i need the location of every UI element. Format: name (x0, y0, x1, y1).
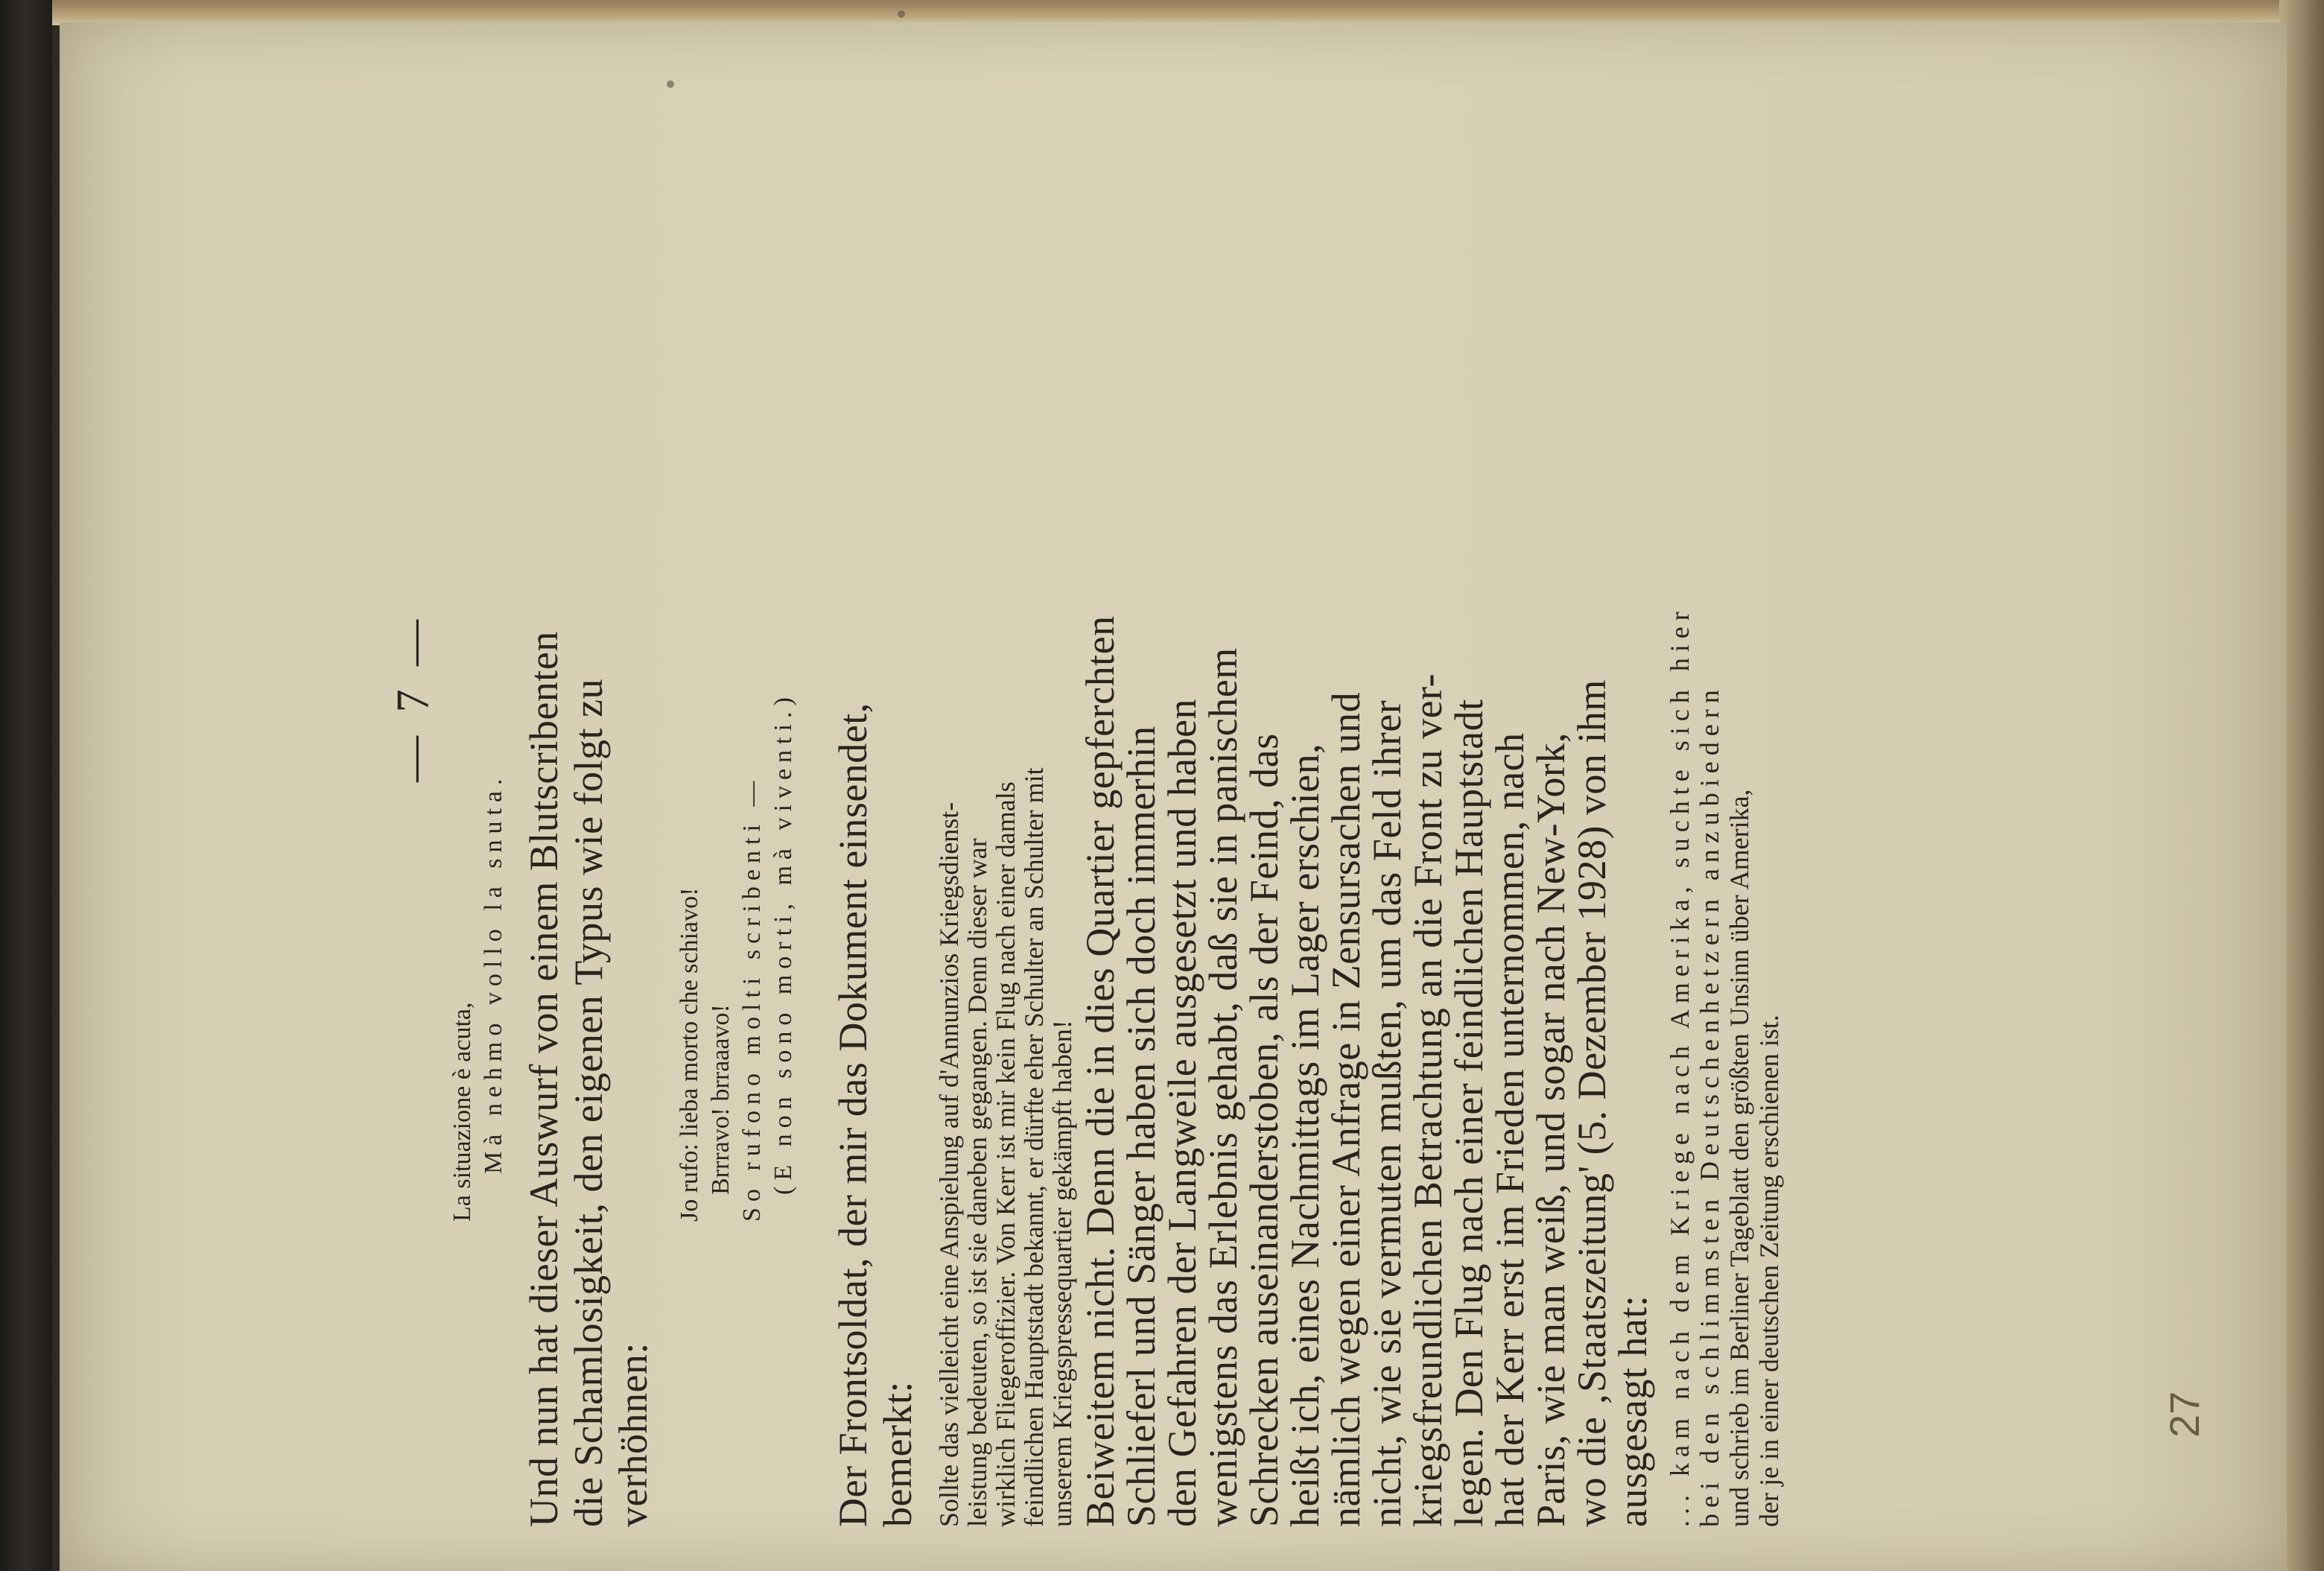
page-number: — 7 — (388, 614, 439, 782)
text-line: legen. Den Flug nach einer feindlichen Hauptstadt (1447, 699, 1491, 1527)
text-line: die Schamlosigkeit, den eigenen Typus wie folgt zu (566, 679, 611, 1527)
text-line: kriegsfreundlichen Betrachtung an die Front zu ver- (1406, 673, 1450, 1527)
text-line: bei den schlimmsten Deutschenhetzern anzubiedern (1695, 684, 1724, 1527)
text-line: bemerkt: (875, 1381, 920, 1527)
text-line: wirklich Fliegeroffizier. Von Kerr ist mir kein Flug nach einer damals (991, 781, 1020, 1527)
text-line: Und nun hat dieser Auswurf von einem Blutscribenten (521, 631, 566, 1527)
verse-top (447, 772, 509, 1222)
page-text (388, 52, 2190, 1527)
paragraph-3 (935, 767, 1076, 1527)
text-line: feindlichen Hauptstadt bekannt, er dürfte eher Schulter an Schulter mit (1019, 767, 1049, 1527)
rotated-page-content (388, 52, 2190, 1527)
paragraph-5 (1665, 606, 1784, 1527)
text-line: hat der Kerr erst im Frieden unternommen, nach (1488, 732, 1532, 1527)
paragraph-1 (521, 631, 655, 1527)
verse-line: So rufono molti scribenti — (738, 775, 766, 1222)
text-line: ausgesagt hat: (1610, 1295, 1655, 1527)
verse-line: (E non sono morti, mà viventi.) (769, 691, 797, 1195)
text-line: Beiweitem nicht. Denn die in dies Quartier gepferchten (1078, 615, 1123, 1527)
paragraph-2 (831, 702, 920, 1527)
text-line: heißt ich, eines Nachmittags im Lager erschien, (1283, 743, 1327, 1527)
text-line: ... kam nach dem Kriege nach Amerika, suchte sich hier (1665, 606, 1695, 1527)
verse-line: La situazione è acuta, (448, 1002, 476, 1222)
text-line: den Gefahren der Langweile ausgesetzt und haben (1160, 698, 1204, 1527)
text-line: leistung bedeuten, so ist sie daneben gegangen. Denn dieser war (962, 838, 992, 1527)
margin-note: 27 (2161, 1391, 2208, 1438)
verse-line: Mà nehmo vollo la snuta. (480, 772, 507, 1174)
verse-mid (674, 691, 799, 1222)
text-line: und schrieb im Berliner Tageblatt den größten Unsinn über Amerika, (1724, 789, 1754, 1527)
paper-speck (667, 80, 674, 88)
text-line: wenigstens das Erlebnis gehabt, daß sie in panischem (1201, 647, 1245, 1527)
text-line: wo die ‚Staatszeitung' (5. Dezember 1928) von ihm (1569, 679, 1614, 1527)
text-line: nämlich wegen einer Anfrage in Zensursachen und (1324, 691, 1368, 1527)
verse-line: Jo rufo: lieba morto che schiavo! (676, 887, 703, 1222)
text-line: Der Frontsoldat, der mir das Dokument einsendet, (831, 702, 875, 1527)
text-line: verhöhnen: (611, 1342, 655, 1527)
text-line: nicht, wie sie vermuten mußten, um das Feld ihrer (1365, 699, 1409, 1527)
text-line: Sollte das vielleicht eine Anspielung auf d'Annunzios Kriegsdienst- (934, 802, 964, 1527)
paragraph-4 (1080, 615, 1654, 1527)
book-binding (0, 0, 52, 1571)
text-line: unserem Kriegspressequartier gekämpft haben! (1047, 1020, 1077, 1527)
page-top-edge (52, 0, 2287, 25)
text-line: Schlieferl und Sänger haben sich doch immerhin (1119, 726, 1163, 1527)
text-line: Paris, wie man weiß, und sogar nach New-York, (1528, 732, 1573, 1527)
text-line: der je in einer deutschen Zeitung erschienen ist. (1754, 1015, 1784, 1527)
text-line: Schrecken auseinanderstoben, als der Feind, das (1242, 733, 1286, 1527)
paper-speck (898, 10, 905, 18)
verse-line: Brrravo! brraaavo! (707, 1004, 734, 1195)
